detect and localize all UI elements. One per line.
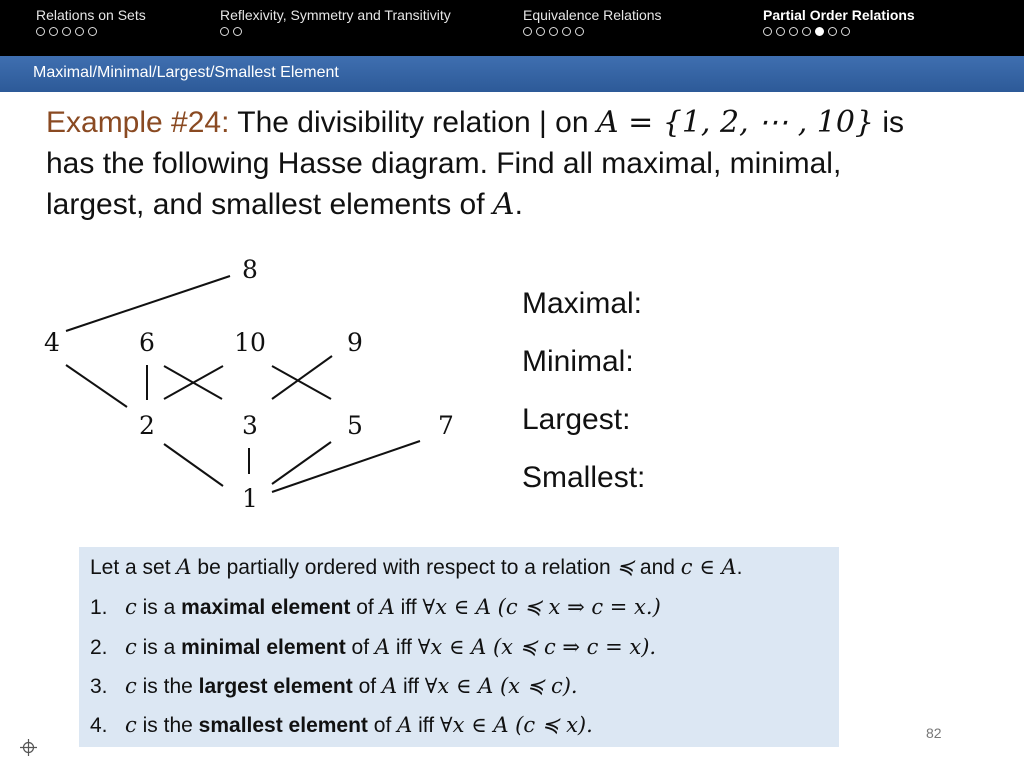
- math-a: A: [379, 595, 395, 619]
- definition-item-largest: [90, 674, 578, 699]
- definition-text: is the: [136, 675, 199, 698]
- node-5: 5: [347, 411, 363, 440]
- hasse-diagram: [0, 245, 480, 525]
- edge-1-2: [164, 444, 223, 486]
- problem-text: .: [514, 188, 523, 221]
- definition-text: and: [634, 556, 681, 579]
- nav-slide-dot[interactable]: [828, 27, 837, 36]
- math-c: c: [125, 635, 137, 659]
- edge-5-10: [272, 366, 331, 399]
- math-c: c: [125, 713, 137, 737]
- maximal-label: Maximal:: [522, 287, 643, 320]
- nav-slide-dot[interactable]: [36, 27, 45, 36]
- subtitle-bar: [0, 56, 1024, 92]
- math-a: A: [381, 674, 398, 698]
- nav-slide-dot[interactable]: [776, 27, 785, 36]
- nav-slide-dot[interactable]: [815, 27, 824, 36]
- node-9: 9: [347, 328, 363, 357]
- top-navigation-bar: [0, 0, 1024, 56]
- nav-slide-dot[interactable]: [88, 27, 97, 36]
- math-set-a: A = {1, 2, ⋯ , 10}: [596, 105, 875, 140]
- definition-intro: [90, 555, 742, 580]
- answer-labels: [522, 284, 645, 516]
- item-number: 4.: [90, 714, 108, 737]
- hasse-edges: [66, 276, 420, 492]
- crosshair-icon[interactable]: [20, 739, 37, 756]
- math-a: A: [176, 555, 192, 579]
- math-c-in-a: c ∈ A: [680, 555, 737, 579]
- nav-dots: [763, 27, 915, 36]
- definition-text: iff: [412, 714, 440, 737]
- definition-box: [79, 547, 839, 747]
- term-minimal-element: minimal element: [181, 636, 346, 659]
- edge-1-5: [272, 442, 331, 484]
- node-2: 2: [139, 411, 155, 440]
- nav-slide-dot[interactable]: [763, 27, 772, 36]
- node-3: 3: [242, 411, 258, 440]
- nav-slide-dot[interactable]: [575, 27, 584, 36]
- definition-item-minimal: [90, 635, 656, 660]
- definition-text: Let a set: [90, 556, 177, 579]
- smallest-label: Smallest:: [522, 461, 646, 494]
- definition-text: is the: [136, 714, 199, 737]
- nav-slide-dot[interactable]: [562, 27, 571, 36]
- nav-dots: [220, 27, 451, 36]
- example-label: Example #24:: [46, 106, 230, 139]
- nav-section-title[interactable]: Relations on Sets: [36, 7, 146, 23]
- math-a: A: [374, 635, 391, 659]
- math-condition: ∀x ∈ A (x ≼ c ⇒ c = x).: [417, 635, 657, 659]
- math-a: A: [492, 187, 515, 222]
- nav-section-reflexivity[interactable]: [220, 7, 451, 36]
- nav-section-relations-on-sets[interactable]: [36, 7, 146, 36]
- definition-text: iff: [390, 636, 418, 659]
- page-number: 82: [926, 725, 942, 741]
- minimal-label: Minimal:: [522, 345, 634, 378]
- term-maximal-element: maximal element: [181, 596, 351, 619]
- math-relation: ≼: [616, 555, 635, 579]
- definition-text: of: [367, 714, 398, 737]
- math-condition: ∀x ∈ A (c ≼ x ⇒ c = x.): [422, 595, 661, 619]
- nav-section-partial-order-relations[interactable]: [763, 7, 915, 36]
- definition-item-maximal: [90, 595, 661, 620]
- nav-slide-dot[interactable]: [523, 27, 532, 36]
- nav-section-title[interactable]: Partial Order Relations: [763, 7, 915, 23]
- largest-label: Largest:: [522, 403, 631, 436]
- nav-slide-dot[interactable]: [802, 27, 811, 36]
- edge-2-4: [66, 365, 127, 407]
- item-number: 1.: [90, 596, 108, 619]
- definition-text: .: [736, 556, 743, 579]
- math-condition: ∀x ∈ A (x ≼ c).: [424, 674, 578, 698]
- nav-slide-dot[interactable]: [220, 27, 229, 36]
- edge-4-8: [66, 276, 230, 331]
- definition-text: is a: [136, 596, 182, 619]
- definition-text: be partially ordered with respect to a relation: [191, 556, 617, 579]
- edge-1-7: [272, 441, 420, 492]
- math-c: c: [125, 595, 137, 619]
- item-number: 3.: [90, 675, 108, 698]
- math-condition: ∀x ∈ A (c ≼ x).: [439, 713, 593, 737]
- definition-text: iff: [397, 675, 425, 698]
- math-c: c: [125, 674, 137, 698]
- nav-dots: [523, 27, 662, 36]
- nav-slide-dot[interactable]: [75, 27, 84, 36]
- definition-text: of: [345, 636, 375, 659]
- definition-text: of: [350, 596, 380, 619]
- node-10: 10: [234, 328, 266, 357]
- nav-slide-dot[interactable]: [62, 27, 71, 36]
- slide-subtitle: Maximal/Minimal/Largest/Smallest Element: [33, 64, 339, 81]
- item-number: 2.: [90, 636, 108, 659]
- problem-text: The divisibility relation | on: [229, 106, 597, 139]
- nav-slide-dot[interactable]: [536, 27, 545, 36]
- node-7: 7: [438, 411, 454, 440]
- nav-dots: [36, 27, 146, 36]
- definition-text: is a: [136, 636, 182, 659]
- nav-slide-dot[interactable]: [233, 27, 242, 36]
- math-a: A: [397, 713, 413, 737]
- nav-slide-dot[interactable]: [549, 27, 558, 36]
- problem-statement: [46, 102, 926, 225]
- term-smallest-element: smallest element: [198, 714, 368, 737]
- nav-slide-dot[interactable]: [841, 27, 850, 36]
- edge-3-9: [272, 356, 332, 399]
- term-largest-element: largest element: [198, 675, 353, 698]
- nav-section-title[interactable]: Equivalence Relations: [523, 7, 662, 23]
- definition-text: iff: [394, 596, 423, 619]
- definition-text: of: [352, 675, 382, 698]
- nav-slide-dot[interactable]: [49, 27, 58, 36]
- problem-text: is has the following Hasse diagram. Find all maximal, minimal, largest, and smallest elements of: [46, 106, 905, 221]
- nav-section-title[interactable]: Reflexivity, Symmetry and Transitivity: [220, 7, 451, 23]
- definition-item-smallest: [90, 713, 593, 738]
- node-1: 1: [242, 484, 258, 513]
- nav-section-equivalence-relations[interactable]: [523, 7, 662, 36]
- node-6: 6: [139, 328, 155, 357]
- nav-slide-dot[interactable]: [789, 27, 798, 36]
- node-4: 4: [44, 328, 60, 357]
- hasse-nodes: [44, 255, 454, 513]
- node-8: 8: [242, 255, 258, 284]
